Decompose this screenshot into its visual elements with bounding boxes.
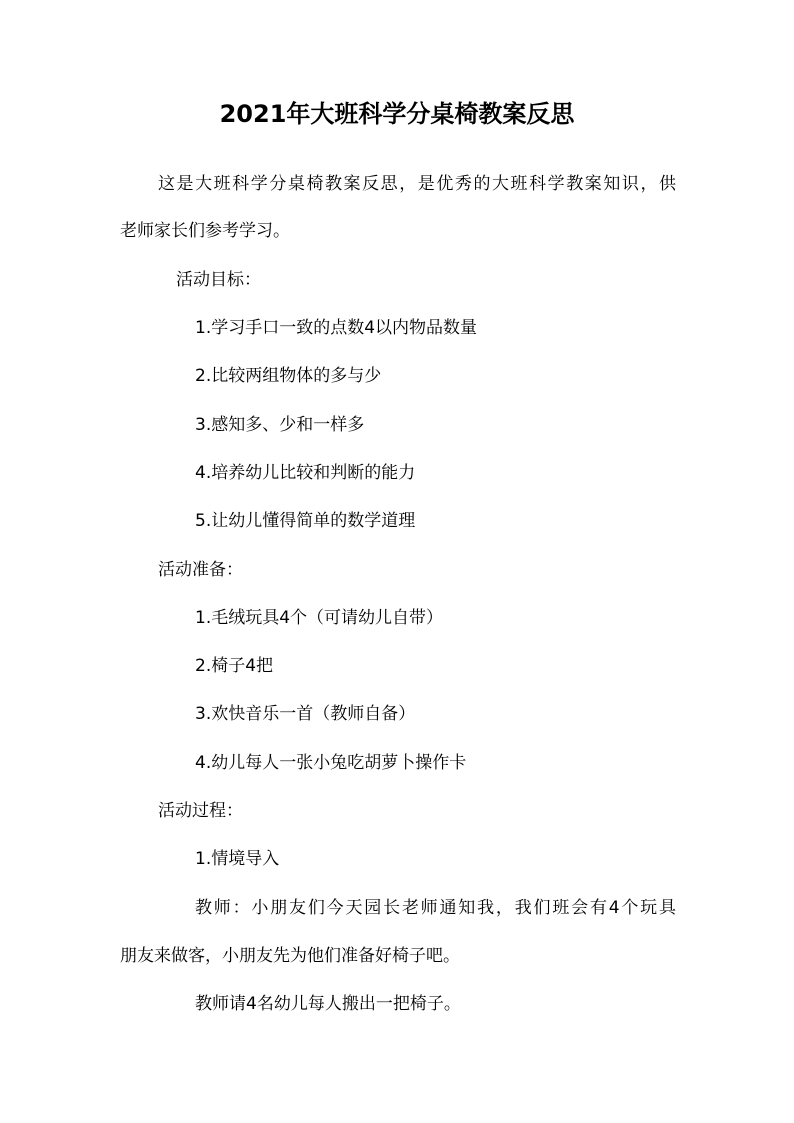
preparation-heading: 活动准备： (158, 560, 243, 580)
goal-item: 5.让幼儿懂得简单的数学道理 (195, 511, 416, 531)
goal-item: 1.学习手口一致的点数4以内物品数量 (195, 318, 478, 338)
teacher-speech-line-1: 教师：小朋友们今天园长老师通知我，我们班会有4个玩具 (195, 898, 676, 918)
teacher-speech-line-2: 朋友来做客，小朋友先为他们准备好椅子吧。 (120, 946, 460, 966)
preparation-item: 2.椅子4把 (195, 656, 274, 676)
intro-line-2: 老师家长们参考学习。 (120, 221, 290, 241)
preparation-item: 4.幼儿每人一张小兔吃胡萝卜操作卡 (195, 753, 467, 773)
goal-item: 4.培养幼儿比较和判断的能力 (195, 463, 416, 483)
process-heading: 活动过程： (158, 801, 243, 821)
document-title: 2021年大班科学分桌椅教案反思 (219, 100, 575, 128)
process-step-1: 1.情境导入 (195, 849, 280, 869)
preparation-item: 3.欢快音乐一首（教师自备） (195, 704, 416, 724)
teacher-action: 教师请4名幼儿每人搬出一把椅子。 (195, 994, 461, 1014)
goals-heading: 活动目标： (176, 270, 261, 290)
goal-item: 2.比较两组物体的多与少 (195, 366, 382, 386)
preparation-item: 1.毛绒玩具4个（可请幼儿自带） (195, 608, 444, 628)
goal-item: 3.感知多、少和一样多 (195, 415, 365, 435)
intro-line-1: 这是大班科学分桌椅教案反思，是优秀的大班科学教案知识，供 (158, 174, 676, 194)
